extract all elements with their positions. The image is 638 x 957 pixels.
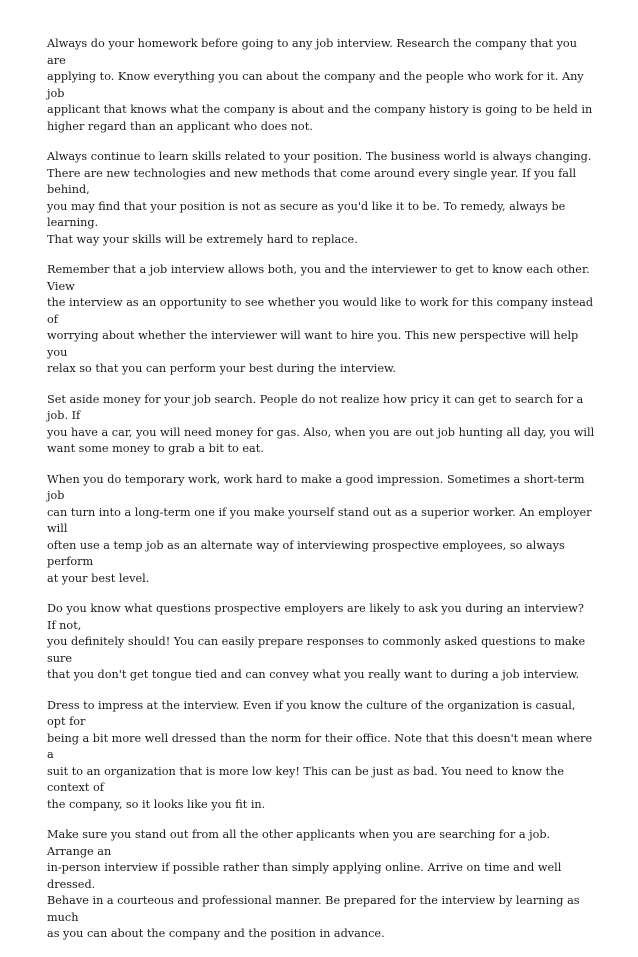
document-body [47,36,595,957]
paragraph-money: Set aside money for your job search. People do not realize how pricy it can get to search for a job. If you have a car, you will need money for gas. Also, when you are out job hunting all day, you will want some money to grab a bit to eat. [47,392,595,455]
paragraph-temporary-work: When you do temporary work, work hard to make a good impression. Sometimes a short-term job can turn into a long-term one if you make yourself stand out as a superior worker. An employer will often use a temp job as an alternate way of interviewing prospective employees, so always perform at your best level. [47,472,592,585]
paragraph-know-each-other: Remember that a job interview allows both, you and the interviewer to get to know each other. View the interview as an opportunity to see whether you would like to work for this company instead of worrying about whether the interviewer will want to hire you. This new perspective will help you relax so that you can perform your best during the interview. [47,263,594,375]
paragraph-dress: Dress to impress at the interview. Even if you know the culture of the organization is casual, opt for being a bit more well dressed than the norm for their office. Note that this doesn't mean where a suit to an organization that is more low key! This can be just as bad. You need to know the context of the company, so it looks like you fit in. [47,698,593,811]
paragraph-learn-skills: Always continue to learn skills related to your position. The business world is always changing. There are new technologies and new methods that come around every single year. If you fall behind, you may find that your position is not as secure as you'd like it to be. To remedy, always be learning. That way your skills will be extremely hard to replace. [47,150,592,246]
paragraph-homework: Always do your homework before going to any job interview. Research the company that you are applying to. Know everything you can about the company and the people who work for it. Any job applicant that knows what the company is about and the company history is going to be held in higher regard than an applicant who does not. [47,37,593,133]
paragraph-questions: Do you know what questions prospective employers are likely to ask you during an interview? If not, you definitely should! You can easily prepare responses to commonly asked questions to make sure that you don't get tongue tied and can convey what you really want to during a job interview. [47,602,586,681]
paragraph-stand-out: Make sure you stand out from all the other applicants when you are searching for a job. Arrange an in-person interview if possible rather than simply applying online. Arrive on time and well dressed. Behave in a courteous and professional manner. Be prepared for the interview by learning as much as you can about the company and the position in advance. [47,828,580,940]
